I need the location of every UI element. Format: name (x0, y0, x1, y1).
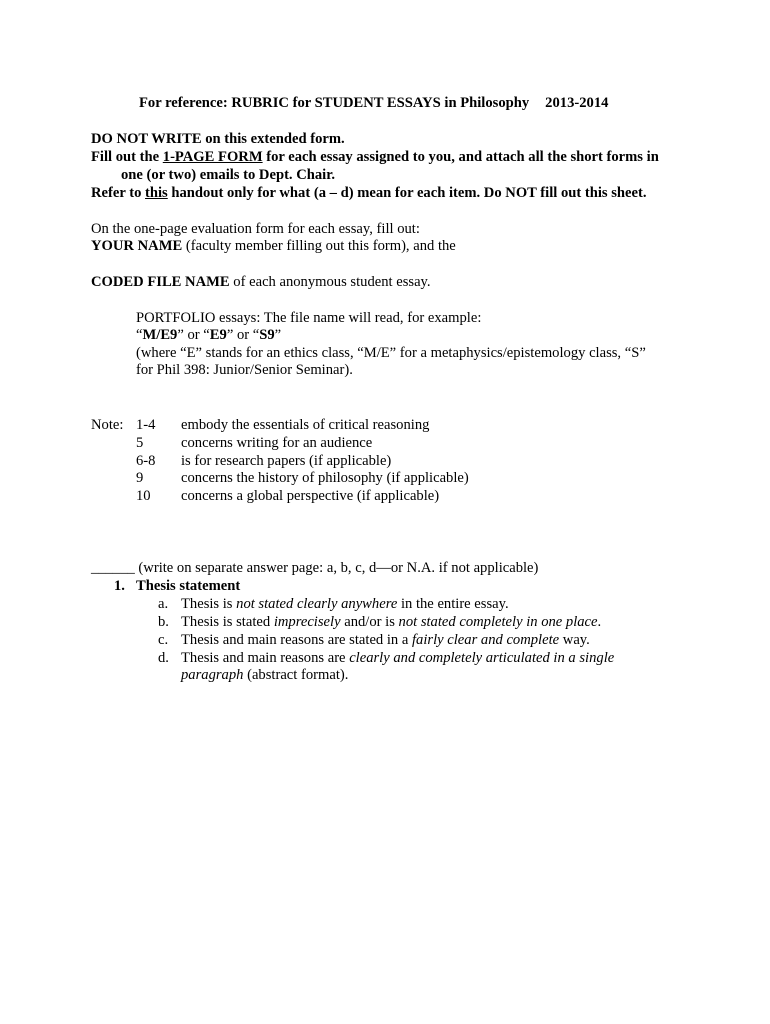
document-title (139, 94, 608, 112)
note-range: 1-4 (136, 417, 156, 433)
note-text: is for research papers (if applicable) (181, 453, 392, 469)
fill-out-intro: On the one-page evaluation form for each essay, fill out: (91, 221, 420, 237)
title-year: 2013-2014 (545, 95, 609, 111)
option-c-text: Thesis and main reasons are stated in a fairly clear and complete way. (181, 632, 590, 648)
note-text: embody the essentials of critical reasoning (181, 417, 430, 433)
note-text: concerns writing for an audience (181, 435, 373, 451)
option-a-text: Thesis is not stated clearly anywhere in the entire essay. (181, 596, 509, 612)
one-page-form-link: 1-PAGE FORM (162, 149, 263, 165)
option-d-text: Thesis and main reasons are clearly and completely articulated in a single (181, 650, 615, 666)
note-range: 10 (136, 488, 151, 504)
portfolio-examples: “M/E9” or “E9” or “S9” (136, 327, 282, 343)
option-label: c. (158, 632, 169, 648)
your-name-line: YOUR NAME (faculty member filling out this form), and the (91, 238, 456, 254)
instruction-refer: Refer to this handout only for what (a – d) mean for each item. Do NOT fill out this sheet. (91, 185, 647, 201)
note-text: concerns the history of philosophy (if applicable) (181, 470, 469, 486)
note-text: concerns a global perspective (if applicable) (181, 488, 440, 504)
option-label: b. (158, 614, 169, 630)
instruction-fill-out: Fill out the 1-PAGE FORM for each essay assigned to you, and attach all the short forms in (91, 149, 659, 165)
answer-blank: ______ (91, 560, 135, 576)
instruction-do-not-write: DO NOT WRITE on this extended form. (91, 131, 345, 147)
title-text: For reference: RUBRIC for STUDENT ESSAYS in Philosophy (139, 95, 530, 111)
note-label: Note: (91, 417, 124, 433)
portfolio-seminar: for Phil 398: Junior/Senior Seminar). (136, 362, 353, 378)
note-range: 5 (136, 435, 144, 451)
section-number: 1. (114, 578, 125, 594)
option-label: d. (158, 650, 169, 666)
section-heading: Thesis statement (136, 578, 241, 594)
answer-instruction: ______ (write on separate answer page: a, b, c, d—or N.A. if not applicable) (91, 560, 539, 576)
note-range: 6-8 (136, 453, 156, 469)
option-label: a. (158, 596, 169, 612)
instruction-emails: one (or two) emails to Dept. Chair. (121, 167, 336, 183)
portfolio-explanation: (where “E” stands for an ethics class, “M/E” for a metaphysics/epistemology class, “S” (136, 345, 646, 361)
note-range: 9 (136, 470, 144, 486)
option-d-text-continued: paragraph (abstract format). (181, 667, 349, 683)
coded-file-name-line: CODED FILE NAME of each anonymous student essay. (91, 274, 431, 290)
option-b-text: Thesis is stated imprecisely and/or is not stated completely in one place. (181, 614, 602, 630)
portfolio-intro: PORTFOLIO essays: The file name will read, for example: (136, 310, 482, 326)
